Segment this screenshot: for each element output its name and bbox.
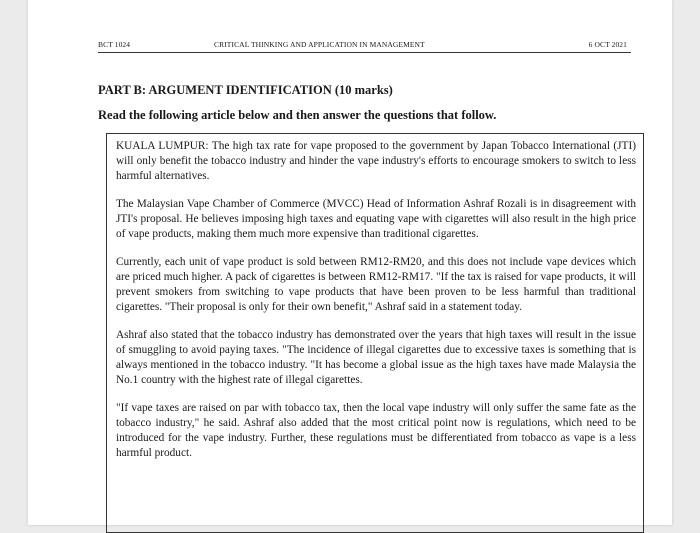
- document-page: [28, 0, 672, 525]
- article-paragraph: Ashraf also stated that the tobacco industry has demonstrated over the years that high taxes will result in the issue of smuggling to avoid paying taxes. "The incidence of illegal cigarettes due to excessive taxes is something that is always mentioned in the tobacco industry. "It has become a global issue as the high taxes have made Malaysia the No.1 country with the highest rate of illegal cigarettes.: [116, 329, 636, 386]
- course-code: BCT 1024: [98, 40, 131, 49]
- article-paragraph: The Malaysian Vape Chamber of Commerce (MVCC) Head of Information Ashraf Rozali is in disagreement with JTI's proposal. He believes imposing high taxes and equating vape with cigarettes will also result in the high price of vape products, making them much more expensive than traditional cigarettes.: [116, 198, 636, 240]
- article-paragraph: KUALA LUMPUR: The high tax rate for vape proposed to the government by Japan Tobacco International (JTI) will only benefit the tobacco industry and hinder the vape industry's efforts to encourage smokers to switch to less harmful alternatives.: [116, 140, 636, 182]
- article-paragraph: Currently, each unit of vape product is sold between RM12-RM20, and this does not include vape devices which are priced much higher. A pack of cigarettes is between RM12-RM17. "If the tax is raised for vape products, it will prevent smokers from switching to vape products that have been proven to be less harmful than traditional cigarettes. "Their proposal is only for their own benefit," Ashraf said in a statement today.: [116, 256, 636, 313]
- course-title: CRITICAL THINKING AND APPLICATION IN MANAGEMENT: [214, 40, 425, 49]
- instruction-text: Read the following article below and then answer the questions that follow.: [98, 108, 497, 122]
- article-box: [106, 133, 644, 533]
- page-header: [98, 40, 631, 53]
- article-paragraph: "If vape taxes are raised on par with tobacco tax, then the local vape industry will only suffer the same fate as the tobacco industry," he said. Ashraf also added that the most critical point now is regulations, which need to be introduced for the vape industry. Further, these regulations must be differentiated from tobacco as vape is a less harmful product.: [116, 402, 636, 459]
- header-date: 6 OCT 2021: [588, 40, 627, 49]
- part-title: PART B: ARGUMENT IDENTIFICATION (10 marks): [98, 83, 393, 97]
